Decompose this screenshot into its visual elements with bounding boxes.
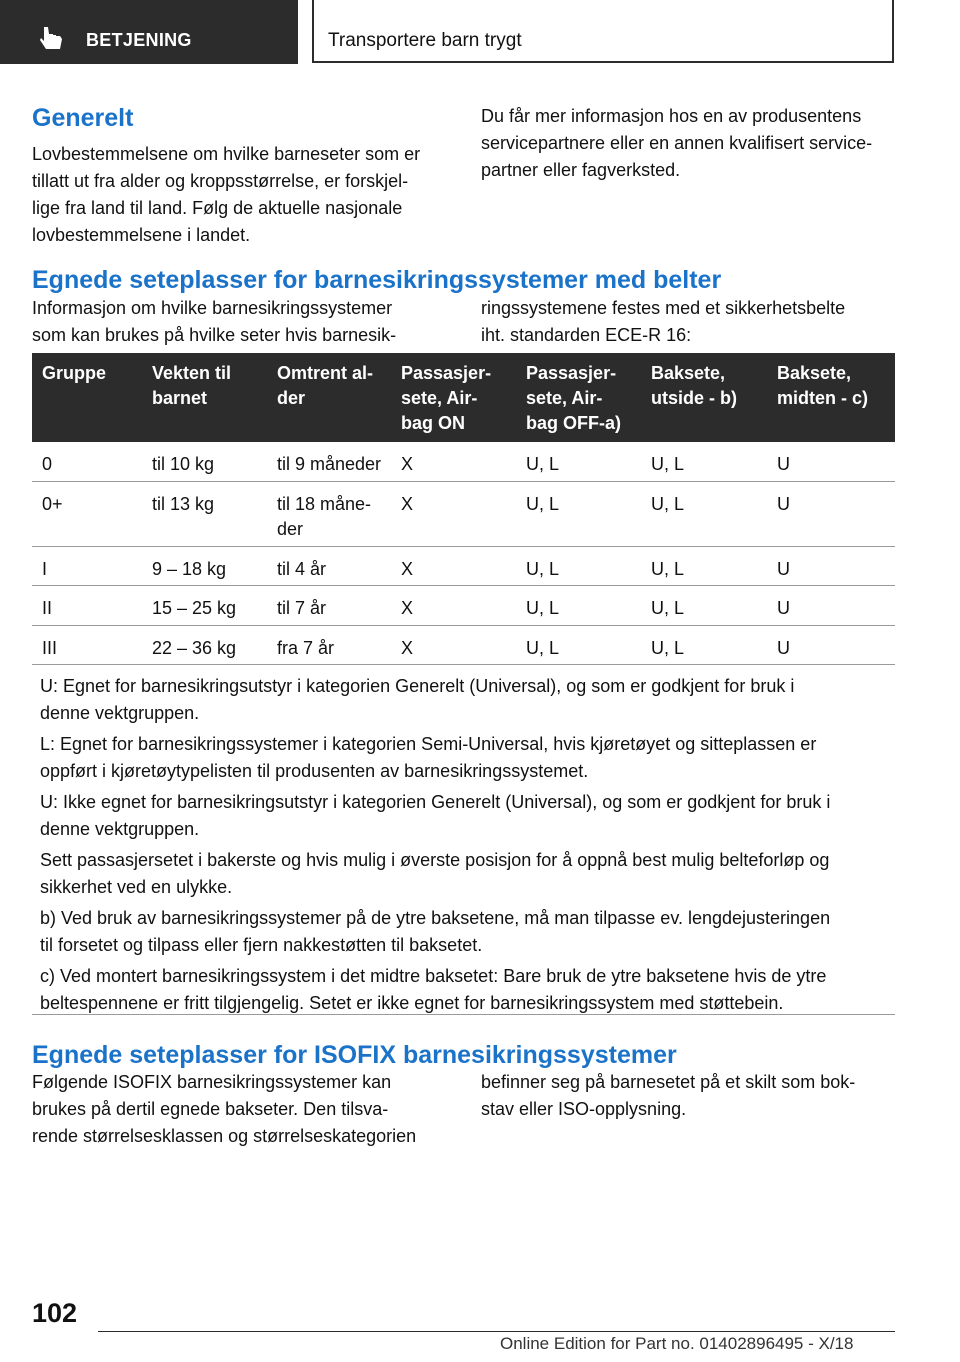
table-header-cell [767, 353, 895, 442]
table-cell: til 4 år [277, 559, 327, 579]
table-cell: U, L [651, 559, 685, 579]
text-line: iht. standarden ECE-R 16: [481, 325, 692, 345]
heading-belter: Egnede seteplasser for barnesikringssystemer med belter [32, 266, 722, 294]
table-cell: til 10 kg [152, 454, 215, 474]
text-line: servicepartnere eller en annen kvalifisert service- [481, 133, 873, 153]
table-cell: U [777, 454, 790, 474]
cell-line: sete, Air- [401, 388, 478, 408]
table-header-cell [516, 353, 641, 442]
table-cell: U [777, 559, 790, 579]
cell-line: midten - c) [777, 388, 869, 408]
generelt-left-text [32, 141, 452, 249]
table-header-cell [267, 353, 391, 442]
note-line: denne vektgruppen. [40, 819, 200, 839]
cell-line: Gruppe [42, 363, 107, 383]
table-cell: U, L [651, 598, 685, 618]
page-number: 102 [32, 1298, 78, 1328]
cell-line: der [277, 388, 306, 408]
table-cell: III [42, 638, 58, 658]
table-cell: X [401, 638, 414, 658]
text-line: brukes på dertil egnede bakseter. Den tilsva- [32, 1099, 389, 1119]
table-note [40, 847, 880, 901]
table-note [40, 789, 880, 843]
note-line: U: Egnet for barnesikringsutstyr i kategorien Generelt (Universal), og som er godkjent for bruk i [40, 676, 795, 696]
text-line: tillatt ut fra alder og kroppsstørrelse, er forskjel- [32, 171, 409, 191]
table-note [40, 963, 880, 1017]
table-cell: X [401, 454, 414, 474]
text-line: stav eller ISO-opplysning. [481, 1099, 687, 1119]
table-cell: 22 – 36 kg [152, 638, 237, 658]
note-line: U: Ikke egnet for barnesikringsutstyr i kategorien Generelt (Universal), og som er godkjent for bruk i [40, 792, 831, 812]
text-line: Informasjon om hvilke barnesikringssystemer [32, 298, 393, 318]
table-row [32, 442, 895, 482]
text-line: befinner seg på barnesetet på et skilt som bok- [481, 1072, 856, 1092]
note-line: b) Ved bruk av barnesikringssystemer på de ytre baksetene, må man tilpasse ev. lengdejusteringen [40, 908, 831, 928]
table-cell: U, L [526, 494, 560, 514]
divider [32, 1014, 895, 1015]
cell-line: Passasjer- [526, 363, 617, 383]
table-cell: II [42, 598, 53, 618]
table-row [32, 482, 895, 547]
cell-line: utside - b) [651, 388, 737, 408]
table-cell: til 9 måneder [277, 454, 382, 474]
table-note [40, 731, 880, 785]
note-line: beltespennene er fritt tilgjengelig. Setet er ikke egnet for barnesikringssystem med støttebein. [40, 993, 784, 1013]
footer-edition: Online Edition for Part no. 01402896495 - X/18 [500, 1334, 854, 1353]
table-row [32, 626, 895, 665]
page-title: Transportere barn trygt [328, 30, 522, 51]
table-cell: til 13 kg [152, 494, 215, 514]
isofix-right-text [481, 1069, 895, 1123]
section-tab [0, 0, 298, 64]
table-cell: 15 – 25 kg [152, 598, 237, 618]
table-header-cell [641, 353, 767, 442]
footer-divider [98, 1331, 895, 1332]
table-note [40, 905, 880, 959]
note-line: til forsetet og tilpass eller fjern nakkestøtten til baksetet. [40, 935, 483, 955]
text-line: Du får mer informasjon hos en av produsentens [481, 106, 862, 126]
table-cell: U, L [526, 559, 560, 579]
table-cell: fra 7 år [277, 638, 335, 658]
text-line: Lovbestemmelsene om hvilke barneseter som er [32, 144, 421, 164]
cell-line: der [277, 519, 304, 539]
note-line: denne vektgruppen. [40, 703, 200, 723]
text-line: lovbestemmelsene i landet. [32, 225, 251, 245]
text-line: som kan brukes på hvilke seter hvis barnesik- [32, 325, 397, 345]
table-cell: 0 [42, 454, 53, 474]
cell-line: til 18 måne- [277, 494, 372, 514]
belter-right-text [481, 295, 895, 349]
cell-line: bag ON [401, 413, 466, 433]
text-line: Følgende ISOFIX barnesikringssystemer kan [32, 1072, 392, 1092]
belter-left-text [32, 295, 452, 349]
cell-line: bag OFF-a) [526, 413, 621, 433]
table-cell: U, L [651, 638, 685, 658]
table-cell: U, L [651, 454, 685, 474]
note-line: c) Ved montert barnesikringssystem i det midtre baksetet: Bare bruk de ytre baksetene hvis de ytre [40, 966, 827, 986]
table-cell: X [401, 494, 414, 514]
text-line: rende størrelsesklassen og størrelseskategorien [32, 1126, 417, 1146]
heading-isofix: Egnede seteplasser for ISOFIX barnesikringssystemer [32, 1041, 677, 1069]
cell-line: sete, Air- [526, 388, 603, 408]
text-line: partner eller fagverksted. [481, 160, 681, 180]
text-line: lige fra land til land. Følg de aktuelle nasjonale [32, 198, 403, 218]
isofix-left-text [32, 1069, 452, 1150]
table-cell: X [401, 598, 414, 618]
table-cell [267, 482, 391, 546]
table-cell: 0+ [42, 494, 63, 514]
table-notes [40, 673, 880, 1021]
table-cell: X [401, 559, 414, 579]
note-line: L: Egnet for barnesikringssystemer i kategorien Semi-Universal, hvis kjøretøyet og sitteplassen er [40, 734, 817, 754]
table-cell: 9 – 18 kg [152, 559, 227, 579]
table-cell: U, L [526, 598, 560, 618]
table-cell: U, L [526, 638, 560, 658]
table-header-cell [32, 353, 142, 442]
table-cell: U, L [651, 494, 685, 514]
text-line: ringssystemene festes med et sikkerhetsbelte [481, 298, 846, 318]
note-line: sikkerhet ved en ulykke. [40, 877, 233, 897]
table-cell: U [777, 494, 790, 514]
section-tab-label: BETJENING [86, 30, 192, 50]
table-note [40, 673, 880, 727]
table-cell: U [777, 638, 790, 658]
generelt-right-text [481, 103, 895, 184]
cell-line: Omtrent al- [277, 363, 374, 383]
table-header-cell [142, 353, 267, 442]
table-header [32, 353, 895, 442]
cell-line: Baksete, [651, 363, 726, 383]
table-cell: U [777, 598, 790, 618]
table-cell: I [42, 559, 48, 579]
cell-line: barnet [152, 388, 208, 408]
note-line: oppført i kjøretøytypelisten til produsenten av barnesikringssystemet. [40, 761, 589, 781]
table-row [32, 547, 895, 586]
cell-line: Baksete, [777, 363, 852, 383]
cell-line: Passasjer- [401, 363, 492, 383]
note-line: Sett passasjersetet i bakerste og hvis mulig i øverste posisjon for å oppnå best mulig belteforløp og [40, 850, 830, 870]
child-seat-table [32, 353, 895, 665]
table-header-cell [391, 353, 516, 442]
heading-generelt: Generelt [32, 104, 134, 132]
hand-pointer-icon [40, 27, 66, 51]
table-cell: til 7 år [277, 598, 327, 618]
page-header [312, 0, 894, 63]
cell-line: Vekten til [152, 363, 232, 383]
table-row [32, 586, 895, 626]
table-cell: U, L [526, 454, 560, 474]
